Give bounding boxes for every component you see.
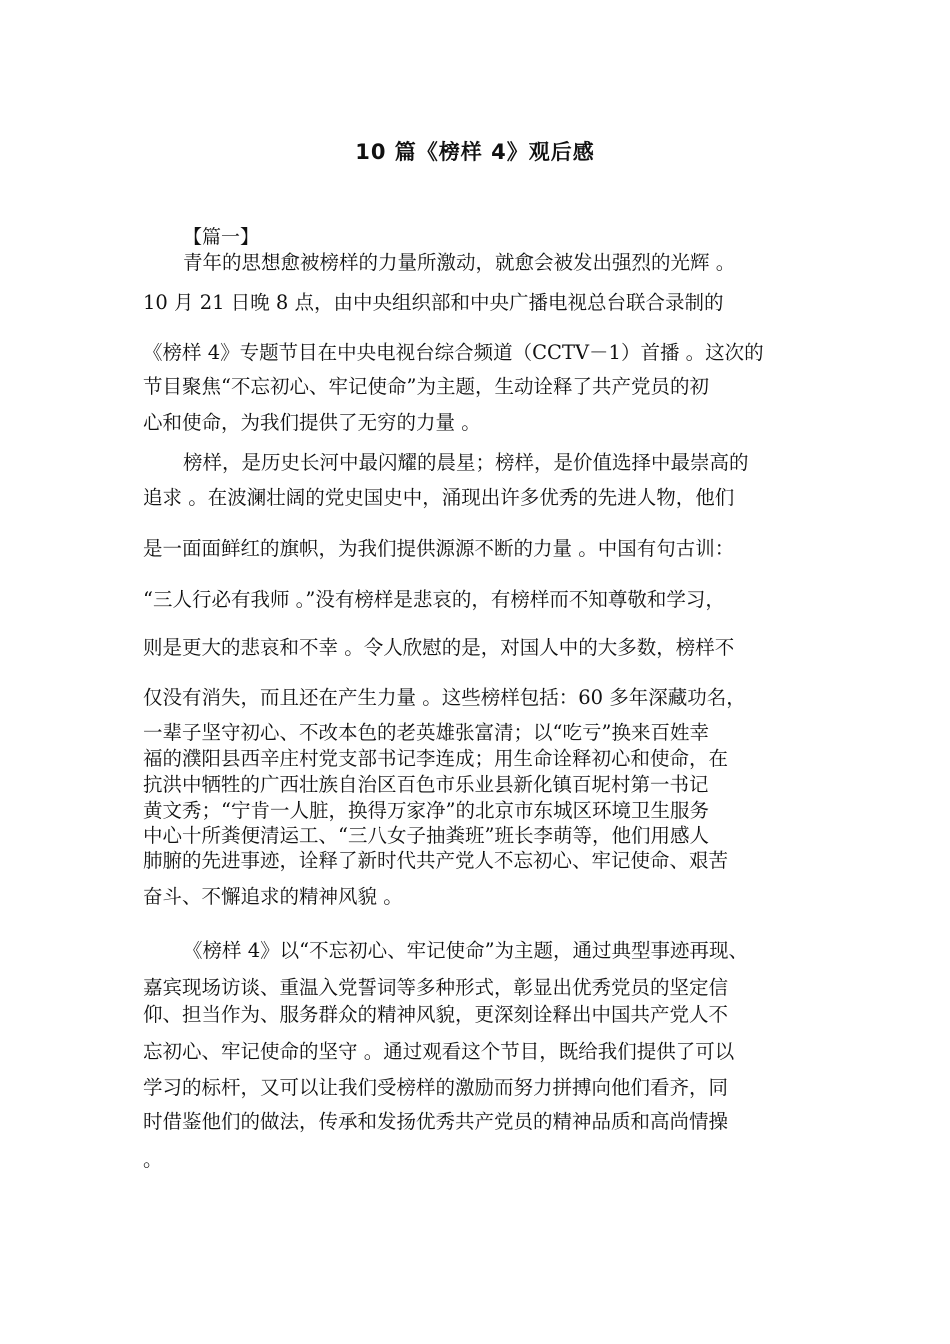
paragraph-line: 福的濮阳县西辛庄村党支部书记李连成；用生命诠释初心和使命，在 — [143, 747, 729, 770]
paragraph-line: 追求 。在波澜壮阔的党史国史中，涌现出许多优秀的先进人物，他们 — [143, 486, 735, 509]
paragraph-line: 《榜样 4》以“不忘初心、牢记使命”为主题，通过典型事迹再现、 — [183, 939, 749, 962]
paragraph-line: 嘉宾现场访谈、重温入党誓词等多种形式，彰显出优秀党员的坚定信 — [143, 976, 729, 999]
paragraph-line: 学习的标杆，又可以让我们受榜样的激励而努力拼搏向他们看齐，同 — [143, 1076, 729, 1099]
paragraph-line: 是一面面鲜红的旗帜，为我们提供源源不断的力量 。中国有句古训： — [143, 537, 735, 560]
section-label: 【篇一】 — [183, 226, 260, 248]
paragraph-line: 黄文秀；“宁肯一人脏，换得万家净”的北京市东城区环境卫生服务 — [143, 799, 709, 822]
paragraph-line: 抗洪中牺牲的广西壮族自治区百色市乐业县新化镇百坭村第一书记 — [143, 773, 709, 796]
paragraph-line: 忘初心、牢记使命的坚守 。通过观看这个节目，既给我们提供了可以 — [143, 1040, 735, 1063]
paragraph-line: 一辈子坚守初心、不改本色的老英雄张富清；以“吃亏”换来百姓幸 — [143, 721, 709, 744]
paragraph-line: 时借鉴他们的做法，传承和发扬优秀共产党员的精神品质和高尚情操 — [143, 1110, 729, 1133]
paragraph-line: 10 月 21 日晚 8 点，由中央组织部和中央广播电视总台联合录制的 — [143, 291, 724, 314]
paragraph-line: 节目聚焦“不忘初心、牢记使命”为主题，生动诠释了共产党员的初 — [143, 375, 709, 398]
paragraph-line: 奋斗、不懈追求的精神风貌 。 — [143, 885, 403, 908]
paragraph-line: 青年的思想愈被榜样的力量所激动，就愈会被发出强烈的光辉 。 — [183, 251, 736, 274]
paragraph-line: 《榜样 4》专题节目在中央电视台综合频道（CCTV－1）首播 。这次的 — [143, 341, 764, 364]
paragraph-line: 仅没有消失，而且还在产生力量 。这些榜样包括：60 多年深藏功名， — [143, 686, 746, 709]
paragraph-line: 心和使命，为我们提供了无穷的力量 。 — [143, 411, 481, 434]
paragraph-line: 仰、担当作为、服务群众的精神风貌，更深刻诠释出中国共产党人不 — [143, 1003, 729, 1026]
document-title: 10 篇《榜样 4》观后感 — [355, 140, 595, 164]
paragraph-line: 中心十所粪便清运工、“三八女子抽粪班”班长李萌等，他们用感人 — [143, 824, 709, 847]
paragraph-line: 肺腑的先进事迹，诠释了新时代共产党人不忘初心、牢记使命、艰苦 — [143, 849, 729, 872]
paragraph-line: 则是更大的悲哀和不幸 。令人欣慰的是，对国人中的大多数，榜样不 — [143, 636, 735, 659]
paragraph-line: 。 — [143, 1148, 163, 1171]
paragraph-line: 榜样，是历史长河中最闪耀的晨星；榜样，是价值选择中最崇高的 — [183, 451, 749, 474]
paragraph-line: “三人行必有我师 。”没有榜样是悲哀的，有榜样而不知尊敬和学习， — [143, 588, 725, 611]
